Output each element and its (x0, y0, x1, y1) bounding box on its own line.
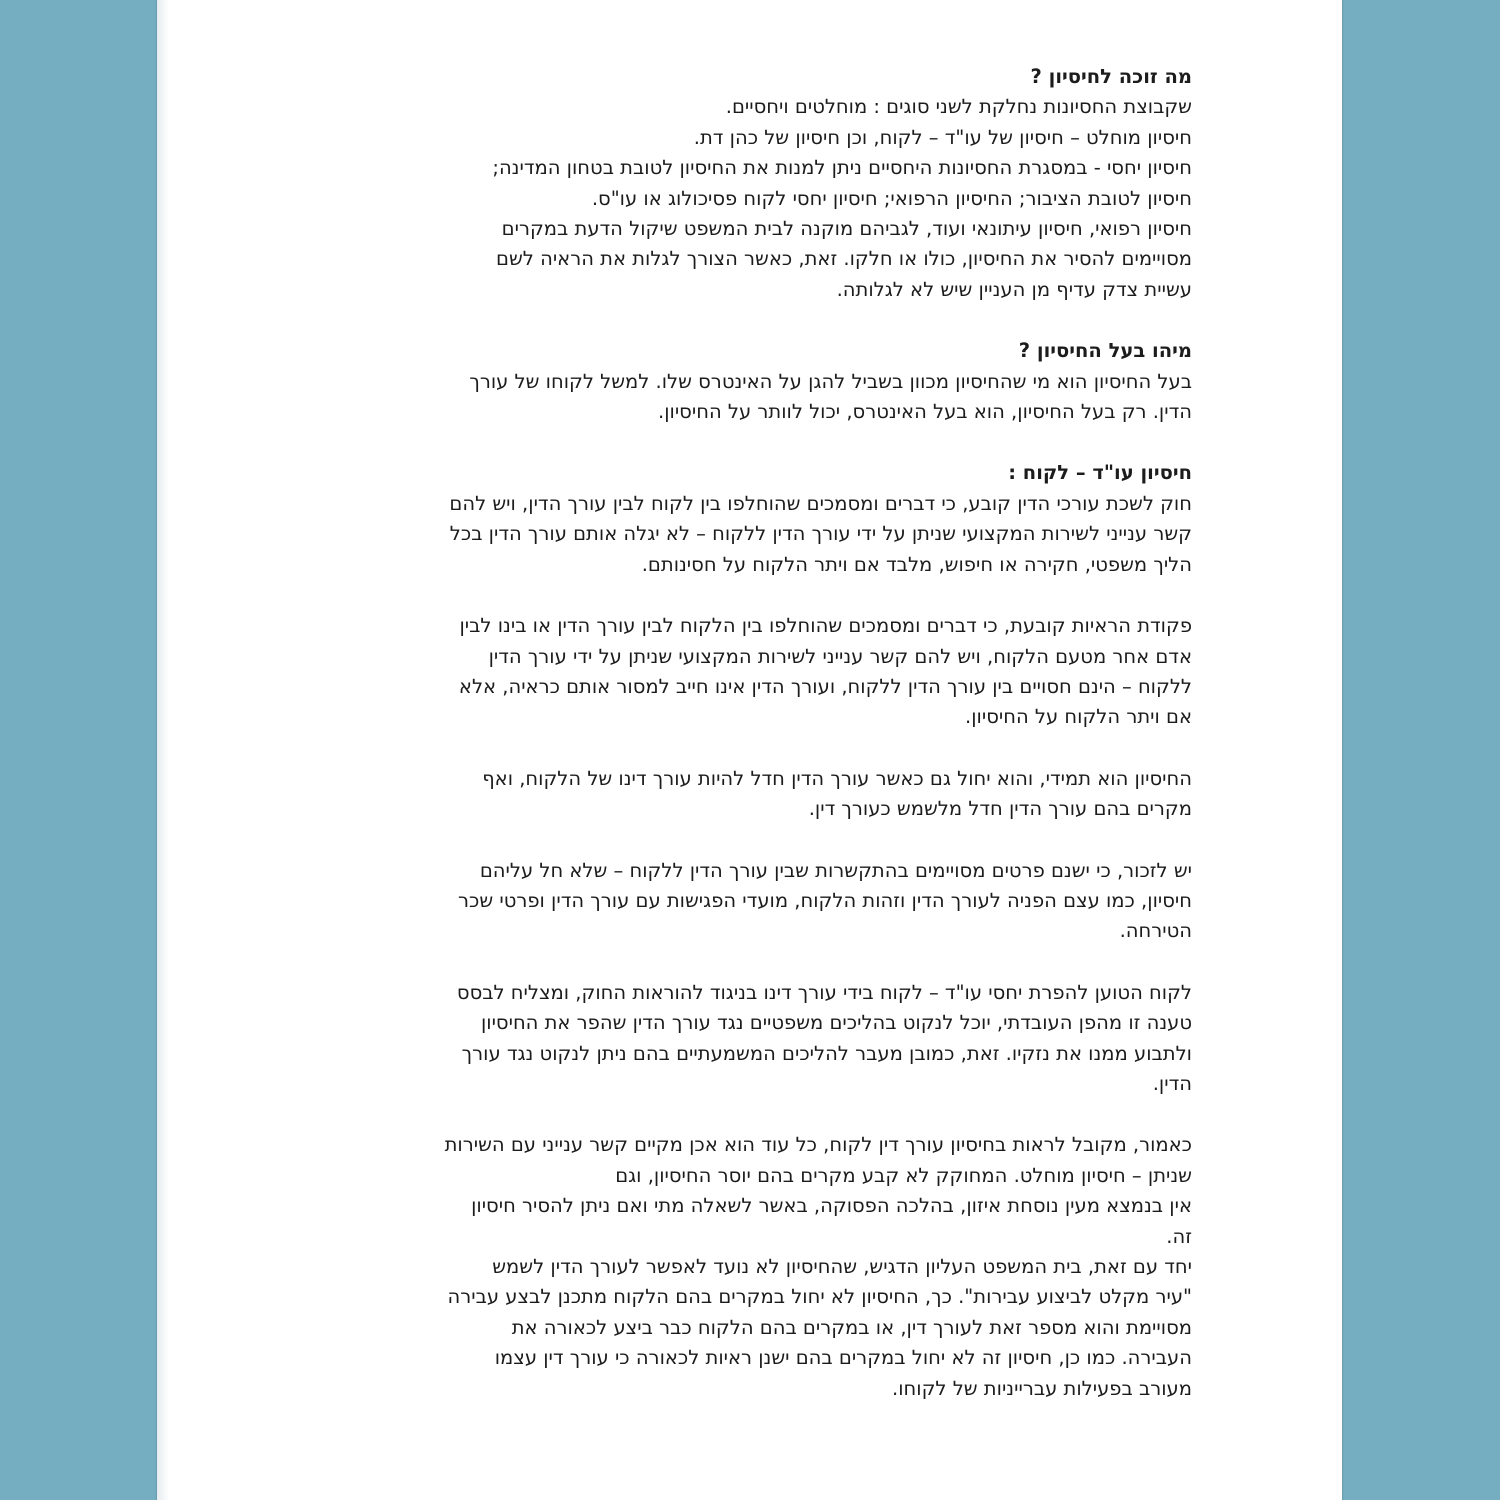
section-heading: חיסיון עו"ד – לקוח : (1008, 461, 1192, 485)
text-line: ולתבוע ממנו את נזקיו. זאת, כמובן מעבר להליכים המשמעתיים בהם ניתן לנקוט נגד עורך (461, 1041, 1192, 1065)
text-line: קשר ענייני לשירות המקצועי שניתן על ידי עורך הדין ללקוח – לא יגלה אותם עורך הדין בכל (449, 522, 1192, 546)
text-line: "עיר מקלט לביצוע עבירות". כך, החיסיון לא יחול במקרים בהם הלקוח מתכנן לבצע עבירה (447, 1285, 1192, 1309)
text-line: לקוח הטוען להפרת יחסי עו"ד – לקוח בידי עורך דינו בניגוד להוראות החוק, ומצליח לבסס (456, 980, 1192, 1004)
text-line: טענה זו מהפן העובדתי, יוכל לנקוט בהליכים משפטיים נגד עורך הדין שהפר את החיסיון (480, 1011, 1192, 1035)
text-line: חיסיון רפואי, חיסיון עיתונאי ועוד, לגביהם מוקנה לבית המשפט שיקול הדעת במקרים (501, 217, 1192, 241)
text-line: יחד עם זאת, בית המשפט העליון הדגיש, שהחיסיון לא נועד לאפשר לעורך הדין לשמש (492, 1255, 1192, 1278)
text-line: מסויימת והוא מספר זאת לעורך דין, או במקרים בהם הלקוח כבר ביצע לכאורה את (511, 1315, 1192, 1339)
text-line: חיסיון יחסי - במסגרת החסיונות היחסיים ניתן למנות את החיסיון לטובת בטחון המדינה; (492, 156, 1192, 180)
text-line: חוק לשכת עורכי הדין קובע, כי דברים ומסמכים שהוחלפו בין לקוח לבין עורך הדין, ויש להם (449, 491, 1192, 515)
text-line: חיסיון לטובת הציבור; החיסיון הרפואי; חיסיון יחסי לקוח פסיכולוג או עו"ס. (591, 186, 1192, 210)
text-line: מקרים בהם עורך הדין חדל מלשמש כעורך דין. (808, 797, 1192, 821)
text-line: שניתן – חיסיון מוחלט. המחוקק לא קבע מקרים בהם יוסר החיסיון, וגם (615, 1163, 1192, 1187)
section-heading: מה זוכה לחיסיון ? (1030, 65, 1192, 88)
section-5 (347, 856, 1192, 947)
document-text (347, 62, 1192, 1435)
section-3 (347, 611, 1192, 733)
section-2 (347, 458, 1192, 580)
text-line: עשיית צדק עדיף מן העניין שיש לא לגלותה. (836, 277, 1192, 301)
text-line: זה. (1166, 1224, 1192, 1248)
text-line: חיסיון מוחלט – חיסיון של עו"ד – לקוח, וכן חיסיון של כהן דת. (693, 125, 1192, 149)
text-line: מעורב בפעילות עברייניות של לקוחו. (892, 1376, 1192, 1400)
text-line: העבירה. כמו כן, חיסיון זה לא יחול במקרים בהם ישנן ראיות לכאורה כי עורך דין עצמו (494, 1346, 1192, 1370)
text-line: הליך משפטי, חקירה או חיפוש, מלבד אם ויתר הלקוח על חסינותם. (641, 552, 1192, 576)
text-line: פקודת הראיות קובעת, כי דברים ומסמכים שהוחלפו בין הלקוח לבין עורך הדין או בינו לבין (459, 614, 1192, 638)
section-1 (347, 336, 1192, 427)
text-line: שקבוצת החסיונות נחלקת לשני סוגים : מוחלטים ויחסיים. (725, 95, 1192, 119)
text-line: כאמור, מקובל לראות בחיסיון עורך דין לקוח, כל עוד הוא אכן מקיים קשר ענייני עם השירות (444, 1133, 1192, 1157)
text-line: בעל החיסיון הוא מי שהחיסיון מכוון בשביל להגן על האינטרס שלו. למשל לקוחו של עורך (469, 369, 1192, 393)
text-line: הטירחה. (1119, 919, 1192, 943)
text-line: אדם אחר מטעם הלקוח, ויש להם קשר ענייני לשירות המקצועי שניתן על ידי עורך הדין (488, 644, 1192, 668)
section-heading: מיהו בעל החיסיון ? (1018, 339, 1192, 363)
section-7 (347, 1130, 1192, 1404)
text-line: אם ויתר הלקוח על החיסיון. (965, 705, 1192, 729)
text-line: חיסיון, כמו עצם הפניה לעורך הדין וזהות הלקוח, מועדי הפגישות עם עורך הדין ופרטי שכר (458, 888, 1192, 912)
text-line: הדין. רק בעל החיסיון, הוא בעל האינטרס, יכול לוותר על החיסיון. (658, 400, 1192, 424)
text-line: יש לזכור, כי ישנם פרטים מסויימים בהתקשרות שבין עורך הדין ללקוח – שלא חל עליהם (479, 858, 1192, 882)
text-line: הדין. (1152, 1071, 1192, 1095)
section-0 (347, 62, 1192, 305)
text-line: ללקוח – הינם חסויים בין עורך הדין ללקוח, ועורך הדין אינו חייב למסור אותם כראיה, אלא (458, 674, 1192, 698)
text-line: מסויימים להסיר את החיסיון, כולו או חלקו. זאת, כאשר הצורך לגלות את הראיה לשם (496, 247, 1192, 271)
document-page (157, 0, 1342, 1500)
text-line: החיסיון הוא תמידי, והוא יחול גם כאשר עורך הדין חדל להיות עורך דינו של הלקוח, ואף (482, 766, 1192, 790)
text-line: אין בנמצא מעין נוסחת איזון, בהלכה הפסוקה, באשר לשאלה מתי ואם ניתן להסיר חיסיון (471, 1194, 1192, 1218)
section-6 (347, 978, 1192, 1100)
section-4 (347, 764, 1192, 825)
